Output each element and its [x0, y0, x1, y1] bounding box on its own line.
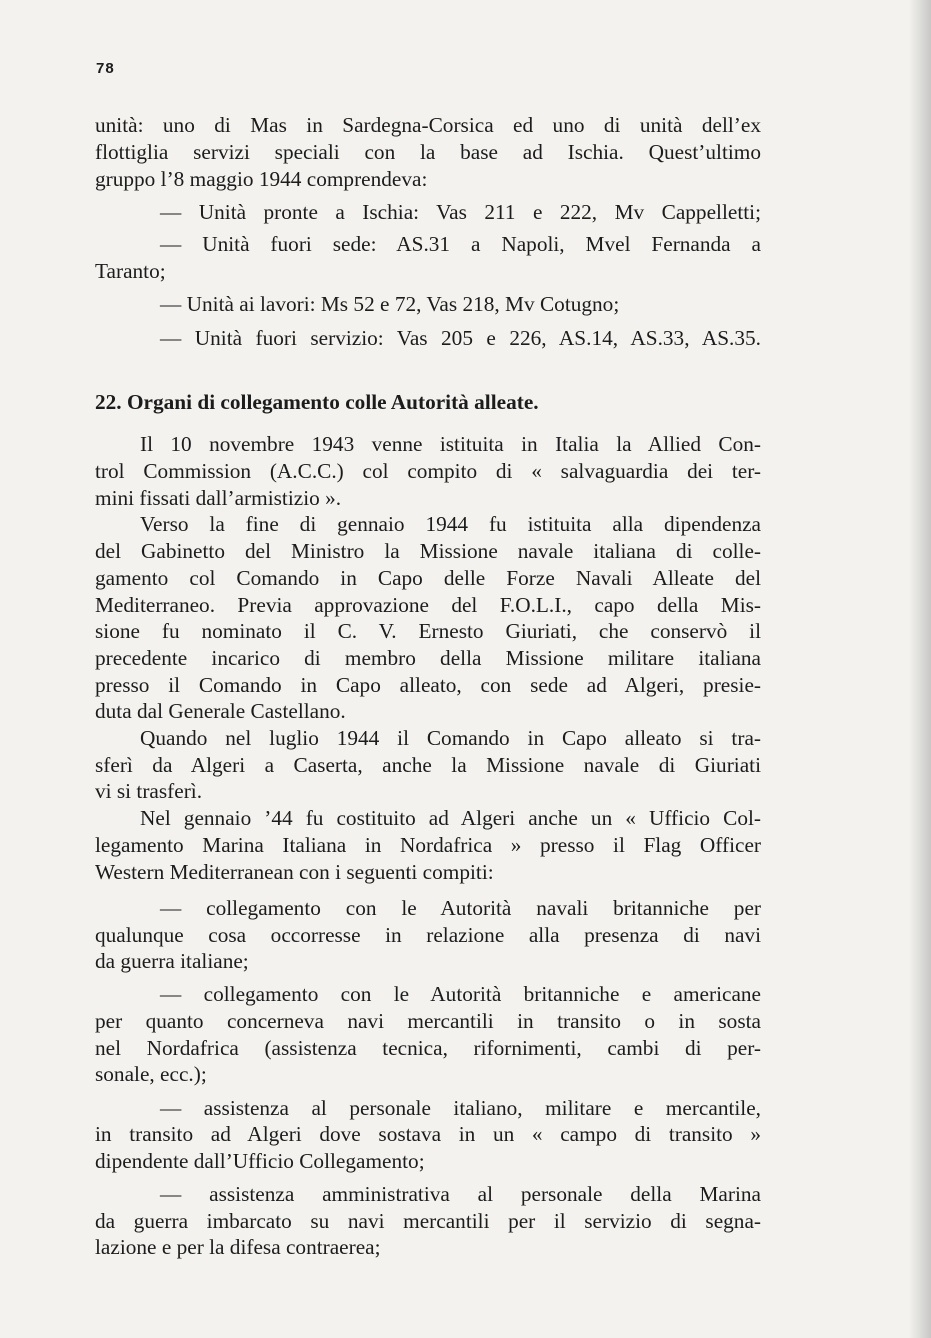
section-heading: 22. Organi di collegamento colle Autorità alleate.: [95, 390, 539, 414]
text-line: per quanto concerneva navi mercantili in transito o in sosta: [95, 1009, 761, 1033]
text-line: Quando nel luglio 1944 il Comando in Capo alleato si tra-: [140, 726, 761, 750]
text-line: qualunque cosa occorresse in relazione alla presenza di navi: [95, 923, 761, 947]
text-line: — collegamento con le Autorità navali britanniche per: [160, 896, 761, 920]
text-line: dipendente dall’Ufficio Collegamento;: [95, 1149, 425, 1173]
text-line: sione fu nominato il C. V. Ernesto Giuriati, che conservò il: [95, 619, 761, 643]
text-line: in transito ad Algeri dove sostava in un « campo di transito »: [95, 1122, 761, 1146]
text-line: presso il Comando in Capo alleato, con sede ad Algeri, presie-: [95, 673, 761, 697]
text-line: Il 10 novembre 1943 venne istituita in Italia la Allied Con-: [140, 432, 761, 456]
text-line: — Unità pronte a Ischia: Vas 211 e 222, Mv Cappelletti;: [160, 200, 761, 224]
text-line: Verso la fine di gennaio 1944 fu istituita alla dipendenza: [140, 512, 761, 536]
text-line: vi si trasferì.: [95, 779, 203, 803]
text-line: nel Nordafrica (assistenza tecnica, rifornimenti, cambi di per-: [95, 1036, 761, 1060]
text-line: Western Mediterranean con i seguenti compiti:: [95, 860, 494, 884]
text-line: — Unità fuori servizio: Vas 205 e 226, AS.14, AS.33, AS.35.: [160, 326, 761, 350]
text-line: lazione e per la difesa contraerea;: [95, 1235, 381, 1259]
text-line: da guerra italiane;: [95, 949, 249, 973]
text-line: flottiglia servizi speciali con la base ad Ischia. Quest’ultimo: [95, 140, 761, 164]
text-line: — assistenza al personale italiano, militare e mercantile,: [160, 1096, 761, 1120]
text-line: — Unità ai lavori: Ms 52 e 72, Vas 218, Mv Cotugno;: [160, 292, 620, 316]
text-line: — assistenza amministrativa al personale della Marina: [160, 1182, 761, 1206]
text-line: Nel gennaio ’44 fu costituito ad Algeri anche un « Ufficio Col-: [140, 806, 761, 830]
text-line: gruppo l’8 maggio 1944 comprendeva:: [95, 167, 428, 191]
text-line: da guerra imbarcato su navi mercantili per il servizio di segna-: [95, 1209, 761, 1233]
text-line: gamento col Comando in Capo delle Forze Navali Alleate del: [95, 566, 761, 590]
text-line: — collegamento con le Autorità britanniche e americane: [160, 982, 761, 1006]
text-line: del Gabinetto del Ministro la Missione navale italiana di colle-: [95, 539, 761, 563]
text-line: mini fissati dall’armistizio ».: [95, 486, 342, 510]
text-line: sonale, ecc.);: [95, 1062, 207, 1086]
text-line: trol Commission (A.C.C.) col compito di « salvaguardia dei ter-: [95, 459, 761, 483]
page-number: 78: [96, 60, 115, 77]
text-line: Taranto;: [95, 259, 166, 283]
text-line: — Unità fuori sede: AS.31 a Napoli, Mvel Fernanda a: [160, 232, 761, 256]
text-line: precedente incarico di membro della Missione militare italiana: [95, 646, 761, 670]
text-line: Mediterraneo. Previa approvazione del F.O.L.I., capo della Mis-: [95, 593, 761, 617]
text-line: duta dal Generale Castellano.: [95, 699, 346, 723]
text-line: legamento Marina Italiana in Nordafrica » presso il Flag Officer: [95, 833, 761, 857]
text-line: unità: uno di Mas in Sardegna-Corsica ed uno di unità dell’ex: [95, 113, 761, 137]
page-edge-shadow: [909, 0, 931, 1338]
text-line: sferì da Algeri a Caserta, anche la Missione navale di Giuriati: [95, 753, 761, 777]
